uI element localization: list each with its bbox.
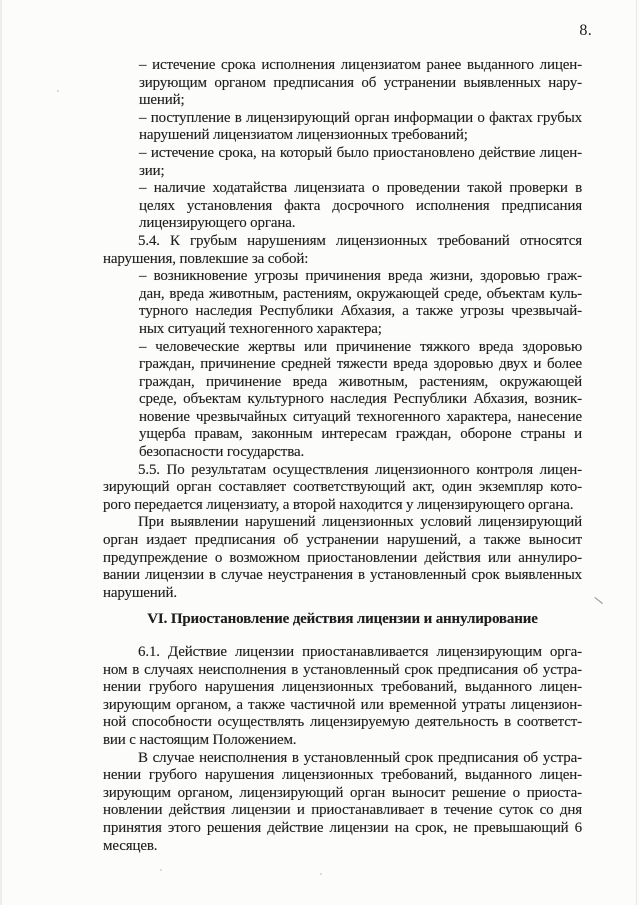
scan-artifact-pen-tick — [594, 596, 603, 605]
text-line: – человеческие жертвы или причинение тяжкого вреда здоровью — [139, 338, 582, 355]
text-line: нарушения, повлекшие за собой: — [103, 250, 309, 267]
text-line: нарушений. — [103, 584, 178, 601]
text-line: нении грубого нарушения лицензионных требований, выданного лицен- — [103, 679, 582, 696]
scan-artifact-vertical-line — [636, 0, 637, 905]
list-item — [139, 180, 582, 233]
paragraph — [103, 644, 582, 750]
text-line: принятия этого решения действие лицензии на срок, не превышающий 6 — [103, 819, 582, 836]
text-line: среде, объектам культурного наследия Республики Абхазия, возник- — [139, 391, 582, 408]
text-line: зирующий орган составляет соответствующий акт, один экземпляр кото- — [103, 479, 582, 496]
paragraph — [103, 750, 582, 856]
text-line: – истечение срока, на который было приостановлено действие лицен- — [139, 144, 582, 161]
text-line: орган издает предписания об устранении нарушений, а также выносит — [103, 532, 582, 549]
text-line: зии; — [139, 162, 165, 179]
list-item — [139, 145, 582, 180]
text-line: зирующим органом, а также частичной или временной утраты лицензион- — [103, 696, 582, 713]
text-line: 5.5. По результатам осуществления лицензионного контроля лицен- — [138, 461, 582, 478]
page-left-edge-shadow — [0, 0, 2, 905]
text-line: ной способности осуществлять лицензируемую деятельность в соответст- — [103, 714, 582, 731]
text-line: вии с настоящим Положением. — [103, 731, 297, 748]
text-line: вании лицензии в случае неустранения в установленный срок выявленных — [103, 567, 582, 584]
text-line: новлении действия лицензии и приостанавливает в течение суток со дня — [103, 802, 582, 819]
text-line: граждан, причинение средней тяжести вреда здоровью двух и более — [139, 356, 582, 373]
text-line: – поступление в лицензирующий орган информации о фактах грубых — [139, 109, 582, 126]
text-line: месяцев. — [103, 837, 158, 854]
document-body — [103, 57, 582, 855]
paragraph — [103, 462, 582, 515]
list-item — [139, 57, 582, 110]
text-line: – возникновение угрозы причинения вреда жизни, здоровью граж- — [139, 268, 582, 285]
text-line: ном в случаях неисполнения в установленный срок предписания об устра- — [103, 661, 582, 678]
text-line: ных ситуаций техногенного характера; — [139, 320, 382, 337]
text-line: – истечение срока исполнения лицензиатом ранее выданного лицен- — [139, 57, 582, 73]
text-line: VI. Приостановление действия лицензии и аннулирование — [147, 611, 538, 628]
text-line: В случае неисполнения в установленный срок предписания об устра- — [138, 749, 582, 766]
text-line: безопасности государства. — [139, 444, 305, 461]
text-line: шений; — [139, 92, 185, 109]
text-line: граждан, причинение вреда животным, растениям, окружающей — [139, 373, 582, 390]
text-line: рого передается лицензиату, а второй находится у лицензирующего органа. — [103, 496, 574, 513]
text-line: – наличие ходатайства лицензиата о проведении такой проверки в — [139, 180, 582, 197]
text-line: зирующим органом, лицензирующий орган выносит решение о приоста- — [103, 784, 582, 801]
text-line: предупреждение о возможном приостановлении действия или аннулиро- — [103, 549, 582, 566]
scan-artifact-speck — [160, 869, 162, 871]
list-item — [139, 110, 582, 145]
text-line: 5.4. К грубым нарушениям лицензионных требований относятся — [138, 232, 582, 249]
text-line: нении грубого нарушения лицензионных требований, выданного лицен- — [103, 767, 582, 784]
text-line: новение чрезвычайных ситуаций техногенного характера, нанесение — [139, 408, 582, 425]
text-line: зирующим органом предписания об устранении выявленных нару- — [139, 74, 582, 91]
page-number: 8. — [579, 22, 592, 39]
scan-artifact-speck — [320, 873, 322, 875]
list-item — [139, 268, 582, 338]
text-line: целях установления факта досрочного исполнения предписания — [139, 197, 582, 214]
section-heading — [103, 611, 582, 629]
scan-artifact-speck — [57, 90, 59, 92]
text-line: нарушений лицензиатом лицензионных требований; — [139, 127, 468, 144]
text-line: турного наследия Республики Абхазия, а также угрозы чрезвычай- — [139, 303, 582, 320]
paragraph — [103, 514, 582, 602]
text-line: лицензирующего органа. — [139, 215, 296, 232]
text-line: 6.1. Действие лицензии приостанавливается лицензирующим орга- — [138, 644, 582, 660]
list-item — [139, 339, 582, 462]
text-line: дан, вреда животным, растениям, окружающей среде, объектам куль- — [139, 285, 582, 302]
text-line: ущерба правам, законным интересам граждан, обороне страны и — [139, 426, 582, 443]
text-line: При выявлении нарушений лицензионных условий лицензирующий — [138, 514, 582, 531]
paragraph — [103, 233, 582, 268]
